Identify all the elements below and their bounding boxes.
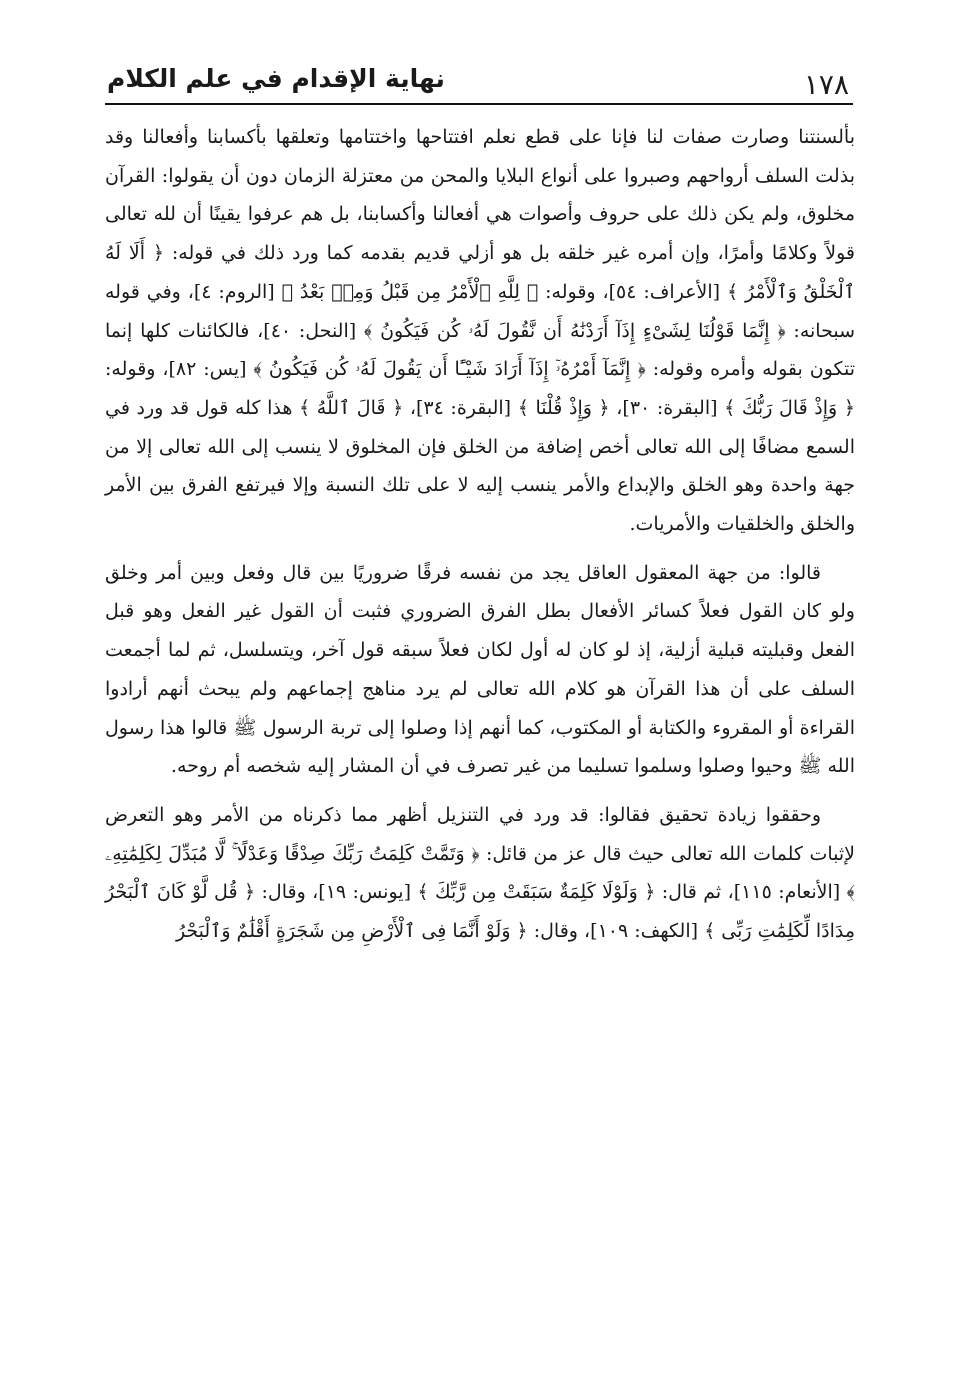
page-header xyxy=(105,58,853,102)
header-rule xyxy=(105,103,853,105)
paragraph-3: وحققوا زيادة تحقيق فقالوا: قد ورد في التنزيل أظهر مما ذكرناه من الأمر وهو التعرض لإثبات كلمات الله تعالى حيث قال عز من قائل: ﴿ وَتَمَّتْ كَلِمَتُ رَبِّكَ صِدْقًا وَعَدْلًا ۚ لَّا مُبَدِّلَ لِكَلِمَٰتِهِۦ ﴾ [الأنعام: ١١٥]، ثم قال: ﴿ وَلَوْلَا كَلِمَةٌ سَبَقَتْ مِن رَّبِّكَ ﴾ [يونس: ١٩]، وقال: ﴿ قُل لَّوْ كَانَ ٱلْبَحْرُ مِدَادًا لِّكَلِمَٰتِ رَبِّى ﴾ [الكهف: ١٠٩]، وقال: ﴿ وَلَوْ أَنَّمَا فِى ٱلْأَرْضِ مِن شَجَرَةٍ أَقْلَٰمٌ وَٱلْبَحْرُ xyxy=(105,803,855,943)
book-title: نهاية الإقدام في علم الكلام xyxy=(107,64,445,93)
paragraph-1: بألسنتنا وصارت صفات لنا فإنا على قطع نعلم افتتاحها واختتامها وتعلقها بأكسابنا وأفعالنا وقد بذلت السلف أرواحهم وصبروا على أنواع البلايا والمحن من معتزلة الزمان دون أن يقولوا: القرآن مخلوق، ولم يكن ذلك على حروف وأصوات هي أفعالنا وأكسابنا، بل هم عرفوا يقينًا أن لله تعالى قولاً وكلامًا وأمرًا، وإن أمره غير خلقه بل هو أزلي قديم بقدمه كما ورد ذلك في قوله: ﴿ أَلَا لَهُ ٱلْخَلْقُ وَٱلْأَمْرُ ﴾ [الأعراف: ٥٤]، وقوله: ﴿ لِلَّهِ ٱلْأَمْرُ مِن قَبْلُ وَمِنۢ بَعْدُ ﴾ [الروم: ٤]، وفي قوله سبحانه: ﴿ إِنَّمَا قَوْلُنَا لِشَىْءٍ إِذَآ أَرَدْنَٰهُ أَن نَّقُولَ لَهُۥ كُن فَيَكُونُ ﴾ [النحل: ٤٠]، فالكائنات كلها إنما تتكون بقوله وأمره وقوله: ﴿ إِنَّمَآ أَمْرُهُۥٓ إِذَآ أَرَادَ شَيْـًٔا أَن يَقُولَ لَهُۥ كُن فَيَكُونُ ﴾ [يس: ٨٢]، وقوله: ﴿ وَإِذْ قَالَ رَبُّكَ ﴾ [البقرة: ٣٠]، ﴿ وَإِذْ قُلْنَا ﴾ [البقرة: ٣٤]، ﴿ قَالَ ٱللَّهُ ﴾ هذا كله قول قد ورد في السمع مضافًا إلى الله تعالى أخص إضافة من الخلق فإن المخلوق لا ينسب إلى الله تعالى إلا من جهة واحدة وهو الخلق والإبداع والأمر ينسب إليه لا على تلك النسبة وإلا فيرتفع الفرق بين الأمر والخلق والخلقيات والأمريات. xyxy=(105,126,855,536)
paragraph-2: قالوا: من جهة المعقول العاقل يجد من نفسه فرقًا ضروريًا بين قال وفعل وبين أمر وخلق ولو كان القول فعلاً كسائر الأفعال بطل الفرق الضروري فثبت أن القول غير الفعل وهو قبل الفعل وقبليته قبلية أزلية، إذ لو كان له أول لكان فعلاً سبقه قول آخر، ويتسلسل، ثم لما أجمعت السلف على أن هذا القرآن هو كلام الله تعالى لم يرد مناهج إجماعهم ولم يبحث أنهم أرادوا القراءة أو المقروء والكتابة أو المكتوب، كما أنهم إذا وصلوا إلى تربة الرسول ﷺ قالوا هذا رسول الله ﷺ وحيوا وصلوا وسلموا تسليما من غير تصرف في أن المشار إليه شخصه أم روحه. xyxy=(105,561,855,778)
body-text xyxy=(105,118,855,951)
page-number: ١٧٨ xyxy=(803,68,849,101)
